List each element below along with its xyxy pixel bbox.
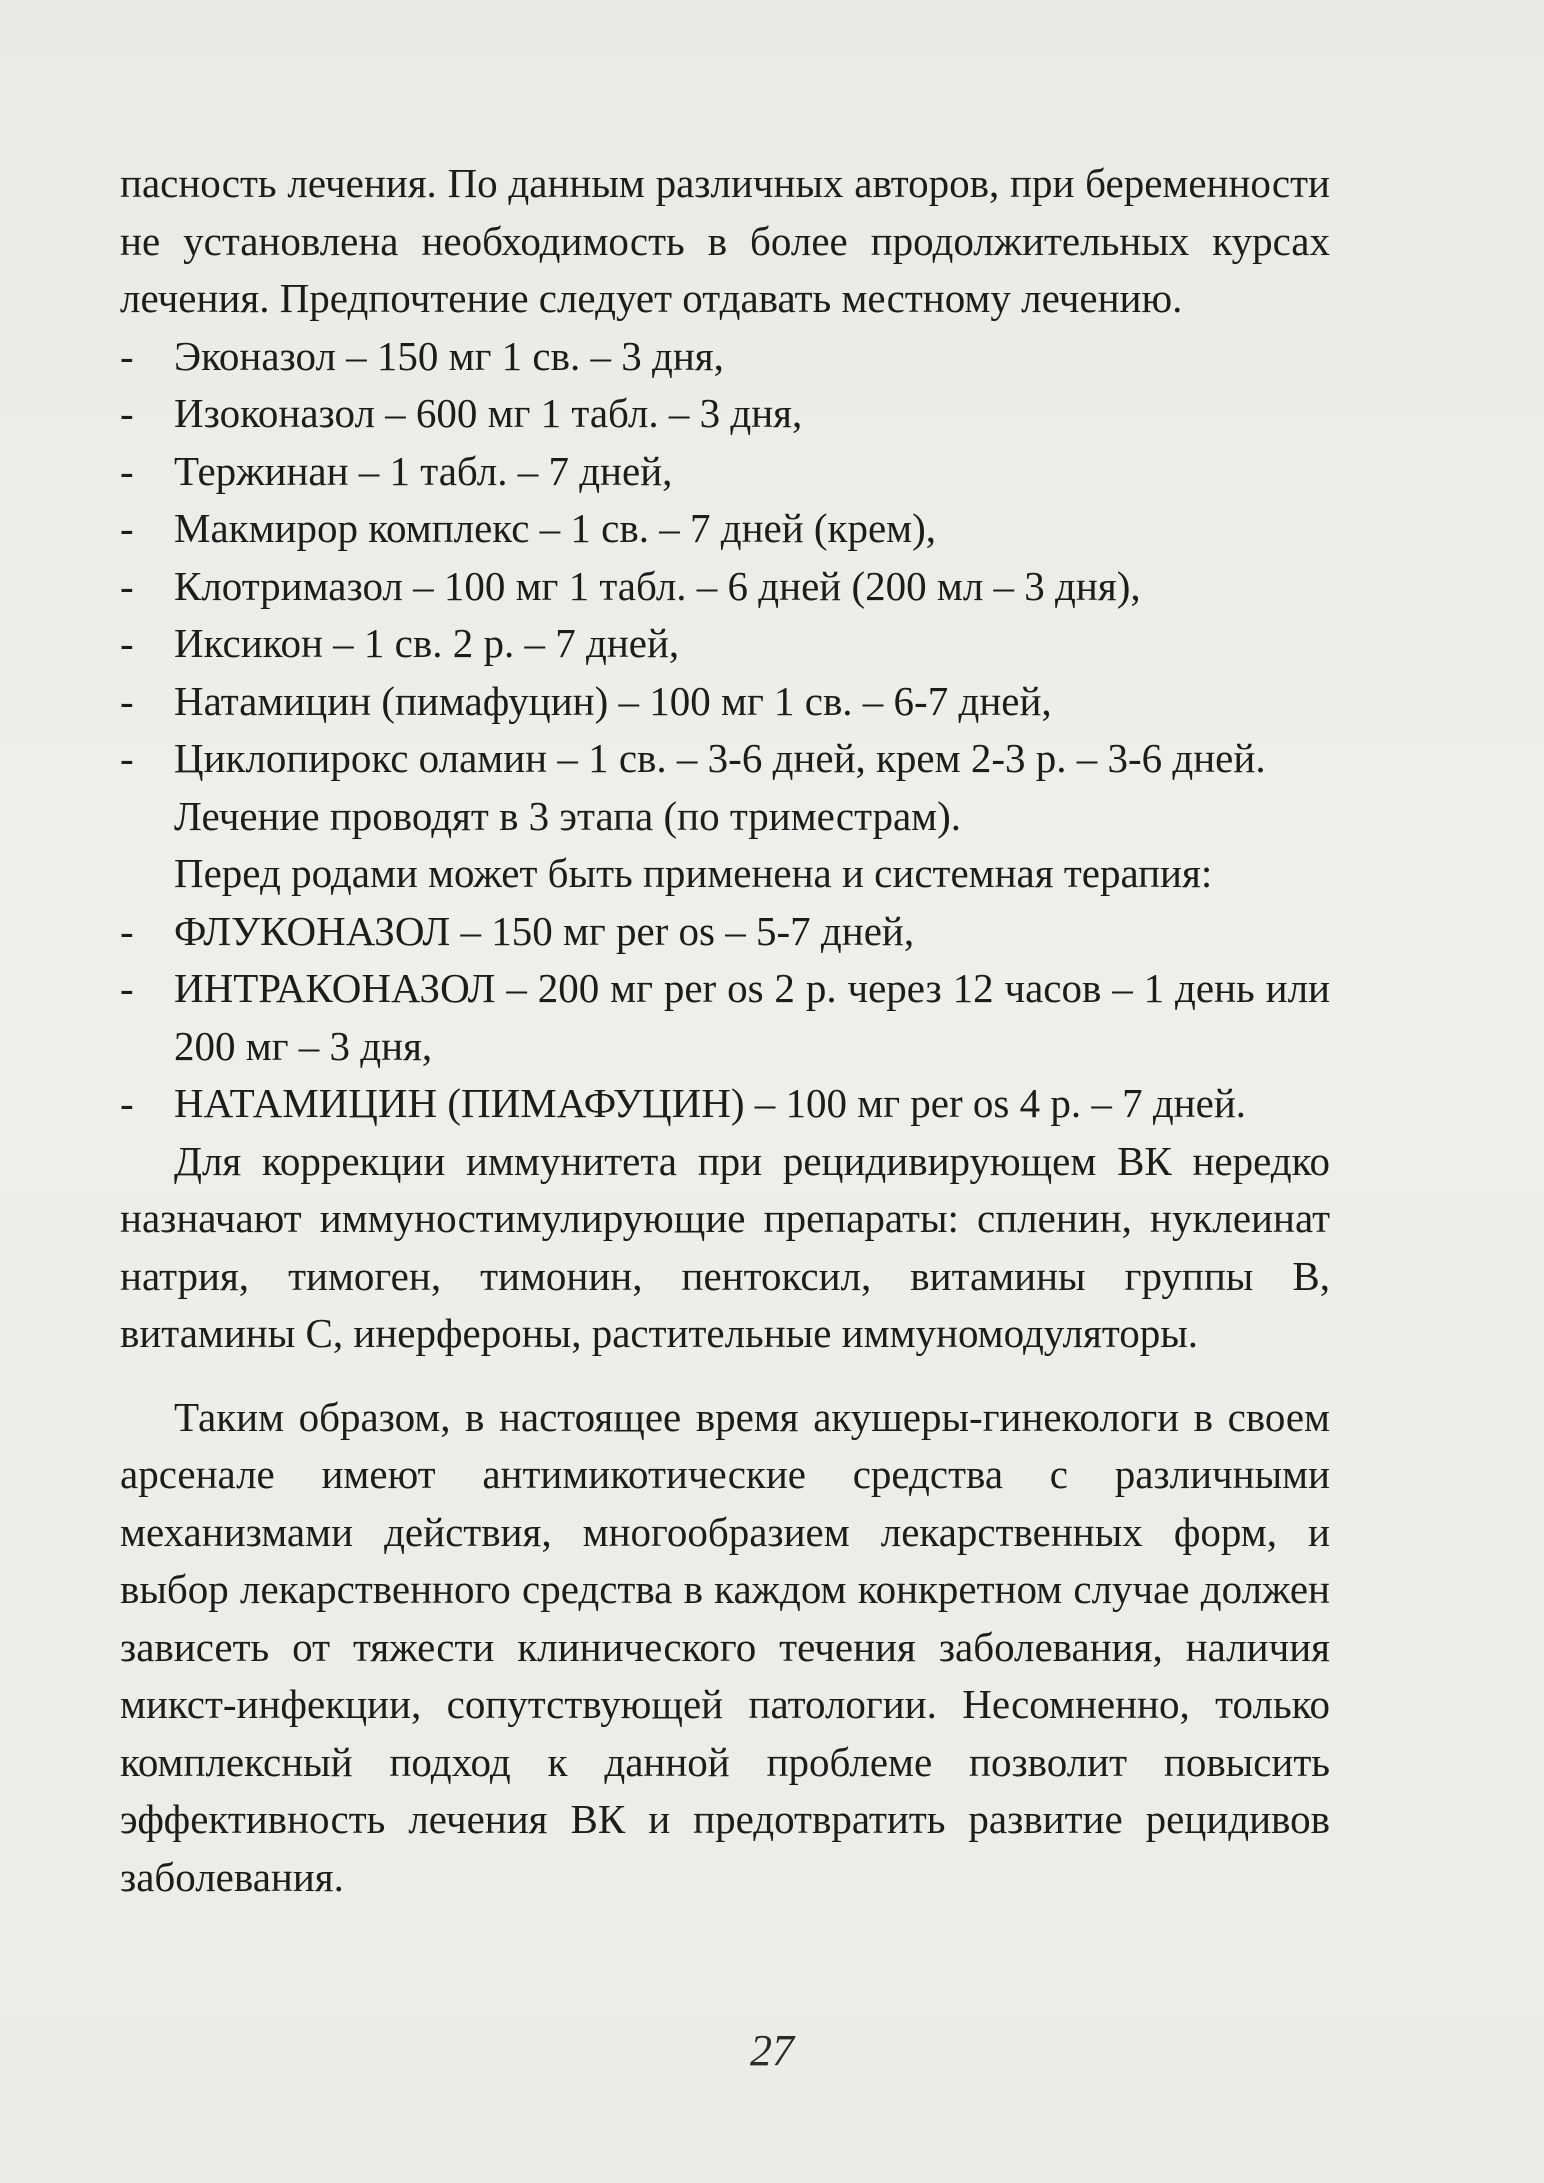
list-marker: - [120,677,134,724]
intro-paragraph: пасность лечения. По данным различных авторов, при беременности не установлена необходимость в более продолжительных курсах лечения. Предпочтение следует отдавать местному лечению. [120,160,1330,321]
list-marker: - [120,505,134,551]
list-item [120,903,1330,961]
list-item [120,673,1330,731]
systemic-paragraph: Перед родами может быть применена и системная терапия: [174,850,1213,896]
list-item-text: ФЛУКОНАЗОЛ – 150 мг per os – 5-7 дней, [174,907,915,954]
list-item-text: Клотримазол – 100 мг 1 табл. – 6 дней (200 мл – 3 дня), [174,562,1141,609]
list-item [120,385,1330,443]
list-item [120,443,1330,501]
list-marker: - [120,447,134,494]
list-marker: - [120,390,134,436]
list-item [120,730,1330,788]
list-item-text: ИНТРАКОНАЗОЛ – 200 мг per os 2 р. через 12 часов – 1 день или 200 мг – 3 дня, [174,965,1330,1069]
list-item-text: Иксикон – 1 св. 2 р. – 7 дней, [174,620,680,666]
list-item [120,558,1330,616]
list-item-text: Натамицин (пимафуцин) – 100 мг 1 св. – 6-7 дней, [174,677,1052,724]
list-item-text: Циклопирокс оламин – 1 св. – 3-6 дней, крем 2-3 р. – 3-6 дней. [174,735,1266,781]
list-item-text: Эконазол – 150 мг 1 св. – 3 дня, [174,332,724,379]
list-item [120,615,1330,673]
list-item [120,500,1330,558]
list-marker: - [120,620,134,666]
list-marker: - [120,907,134,954]
list-item-text: Макмирор комплекс – 1 св. – 7 дней (крем), [174,505,937,551]
list-item-text: Тержинан – 1 табл. – 7 дней, [174,447,673,494]
list-item-text: НАТАМИЦИН (ПИМАФУЦИН) – 100 мг per os 4 р. – 7 дней. [174,1080,1247,1126]
page-number: 27 [750,2026,794,2075]
list-item-text: Изоконазол – 600 мг 1 табл. – 3 дня, [174,390,803,436]
systemic-treatment-list [120,903,1330,1133]
list-marker: - [120,332,134,379]
body-text [120,155,1330,1906]
immunity-paragraph: Для коррекции иммунитета при рецидивирующем ВК нередко назначают иммуностимулирующие препараты: спленин, нуклеинат натрия, тимоген, тимонин, пентоксил, витамины группы В, витамины С, инерфероны, растительные иммуномодуляторы. [120,1137,1330,1356]
local-treatment-list [120,328,1330,788]
stages-paragraph: Лечение проводят в 3 этапа (по триместрам). [174,792,962,839]
list-marker: - [120,965,134,1011]
list-marker: - [120,735,134,781]
conclusion-paragraph: Таким образом, в настоящее время акушеры-гинекологи в своем арсенале имеют антимикотические средства с различными механизмами действия, многообразием лекарственных форм, и выбор лекарственного средства в каждом конкретном случае должен зависеть от тяжести клинического течения заболевания, наличия микст-инфекции, сопутствующей патологии. Несомненно, только комплексный подход к данной проблеме позволит повысить эффективность лечения ВК и предотвратить развитие рецидивов заболевания. [120,1393,1330,1900]
list-item [120,960,1330,1075]
list-item [120,1075,1330,1133]
list-item [120,328,1330,386]
list-marker: - [120,562,134,609]
list-marker: - [120,1080,134,1126]
